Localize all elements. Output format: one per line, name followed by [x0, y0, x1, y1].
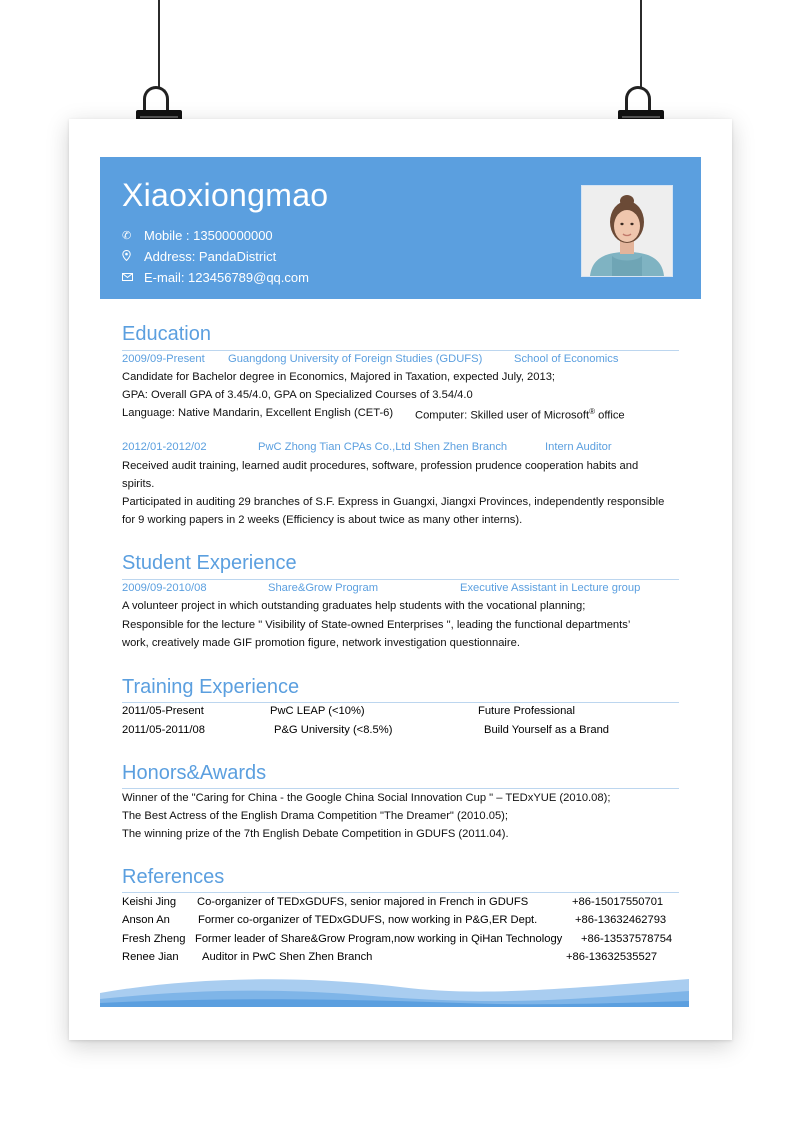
computer-skill-text: Computer: Skilled user of Microsoft	[415, 409, 590, 422]
registered-mark: ®	[589, 407, 595, 416]
envelope-icon	[122, 272, 140, 284]
training-program-2: P&G University (<8.5%)	[274, 724, 393, 736]
reference-phone-4: +86-13632535527	[566, 951, 658, 963]
section-title-honors: Honors&Awards	[122, 762, 267, 784]
section-rule-training	[122, 702, 679, 703]
education-line-spirits: spirits.	[122, 478, 155, 490]
honors-item-1: Winner of the "Caring for China - the Google China Social Innovation Cup " – TEDxYUE (2010.08);	[122, 792, 611, 804]
education-role: Intern Auditor	[545, 441, 612, 453]
section-rule-student	[122, 579, 679, 580]
reference-desc-1: Co-organizer of TEDxGDUFS, senior majored in French in GDUFS	[197, 896, 529, 908]
phone-icon: ✆	[122, 230, 132, 242]
resume-name: Xiaoxiongmao	[122, 177, 329, 213]
resume-header	[100, 157, 701, 299]
section-rule-education	[122, 350, 679, 351]
profile-photo	[581, 185, 673, 277]
reference-desc-2: Former co-organizer of TEDxGDUFS, now working in P&G,ER Dept.	[198, 914, 538, 926]
reference-phone-1: +86-15017550701	[572, 896, 664, 908]
training-program-1: PwC LEAP (<10%)	[270, 705, 365, 717]
education-line-papers: for 9 working papers in 2 weeks (Efficiency is about twice as many other interns).	[122, 514, 523, 526]
section-title-education: Education	[122, 323, 211, 345]
reference-desc-4: Auditor in PwC Shen Zhen Branch	[202, 951, 373, 963]
training-date-2: 2011/05-2011/08	[122, 724, 205, 736]
education-date-1: 2009/09-Present	[122, 353, 205, 365]
section-title-references: References	[122, 866, 225, 888]
student-line-3: work, creatively made GIF promotion figure, network investigation questionnaire.	[122, 637, 520, 649]
education-company: PwC Zhong Tian CPAs Co.,Ltd Shen Zhen Branch	[258, 441, 508, 453]
student-org: Share&Grow Program	[268, 582, 379, 594]
training-name-2: Build Yourself as a Brand	[484, 724, 610, 736]
honors-item-3: The winning prize of the 7th English Debate Competition in GDUFS (2011.04).	[122, 828, 509, 840]
contact-address-text: Address: PandaDistrict	[144, 249, 277, 264]
student-role: Executive Assistant in Lecture group	[460, 582, 641, 594]
student-line-1: A volunteer project in which outstanding graduates help students with the vocational planning;	[122, 600, 586, 612]
hanging-wire-right	[640, 0, 642, 88]
reference-phone-3: +86-13537578754	[581, 933, 673, 945]
education-line-gpa: GPA: Overall GPA of 3.45/4.0, GPA on Specialized Courses of 3.54/4.0	[122, 389, 473, 401]
location-pin-icon	[122, 250, 140, 264]
reference-phone-2: +86-13632462793	[575, 914, 667, 926]
resume-paper	[69, 119, 732, 1040]
reference-name-1: Keishi Jing	[122, 896, 177, 908]
reference-name-2: Anson An	[122, 914, 170, 926]
education-line-computer	[415, 407, 625, 422]
education-line-degree: Candidate for Bachelor degree in Economics, Majored in Taxation, expected July, 2013;	[122, 371, 556, 383]
footer-wave-decoration	[100, 969, 689, 1009]
honors-item-2: The Best Actress of the English Drama Competition "The Dreamer" (2010.05);	[122, 810, 509, 822]
hanging-wire-left	[158, 0, 160, 88]
training-date-1: 2011/05-Present	[122, 705, 204, 717]
training-name-1: Future Professional	[478, 705, 576, 717]
contact-mobile-text: Mobile : 13500000000	[144, 228, 273, 243]
education-line-training: Received audit training, learned audit procedures, software, profession prudence cooperation habits and	[122, 460, 639, 472]
education-line-language: Language: Native Mandarin, Excellent English (CET-6)	[122, 407, 394, 419]
education-date-2: 2012/01-2012/02	[122, 441, 207, 453]
student-date: 2009/09-2010/08	[122, 582, 207, 594]
education-dept: School of Economics	[514, 353, 619, 365]
section-rule-honors	[122, 788, 679, 789]
contact-address	[122, 249, 276, 264]
contact-email	[122, 270, 309, 285]
section-rule-references	[122, 892, 679, 893]
section-title-student: Student Experience	[122, 552, 297, 574]
contact-email-text: E-mail: 123456789@qq.com	[144, 270, 309, 285]
computer-skill-suffix: office	[595, 409, 625, 422]
reference-name-3: Fresh Zheng	[122, 933, 186, 945]
section-title-training: Training Experience	[122, 676, 300, 698]
student-line-2: Responsible for the lecture " Visibility of State-owned Enterprises ", leading the functional departments’	[122, 619, 631, 631]
reference-desc-3: Former leader of Share&Grow Program,now working in QiHan Technology	[195, 933, 563, 945]
education-line-auditing: Participated in auditing 29 branches of S.F. Express in Guangxi, Jiangxi Provinces, independently responsible	[122, 496, 665, 508]
reference-name-4: Renee Jian	[122, 951, 179, 963]
contact-mobile	[122, 228, 273, 243]
education-school: Guangdong University of Foreign Studies (GDUFS)	[228, 353, 483, 365]
